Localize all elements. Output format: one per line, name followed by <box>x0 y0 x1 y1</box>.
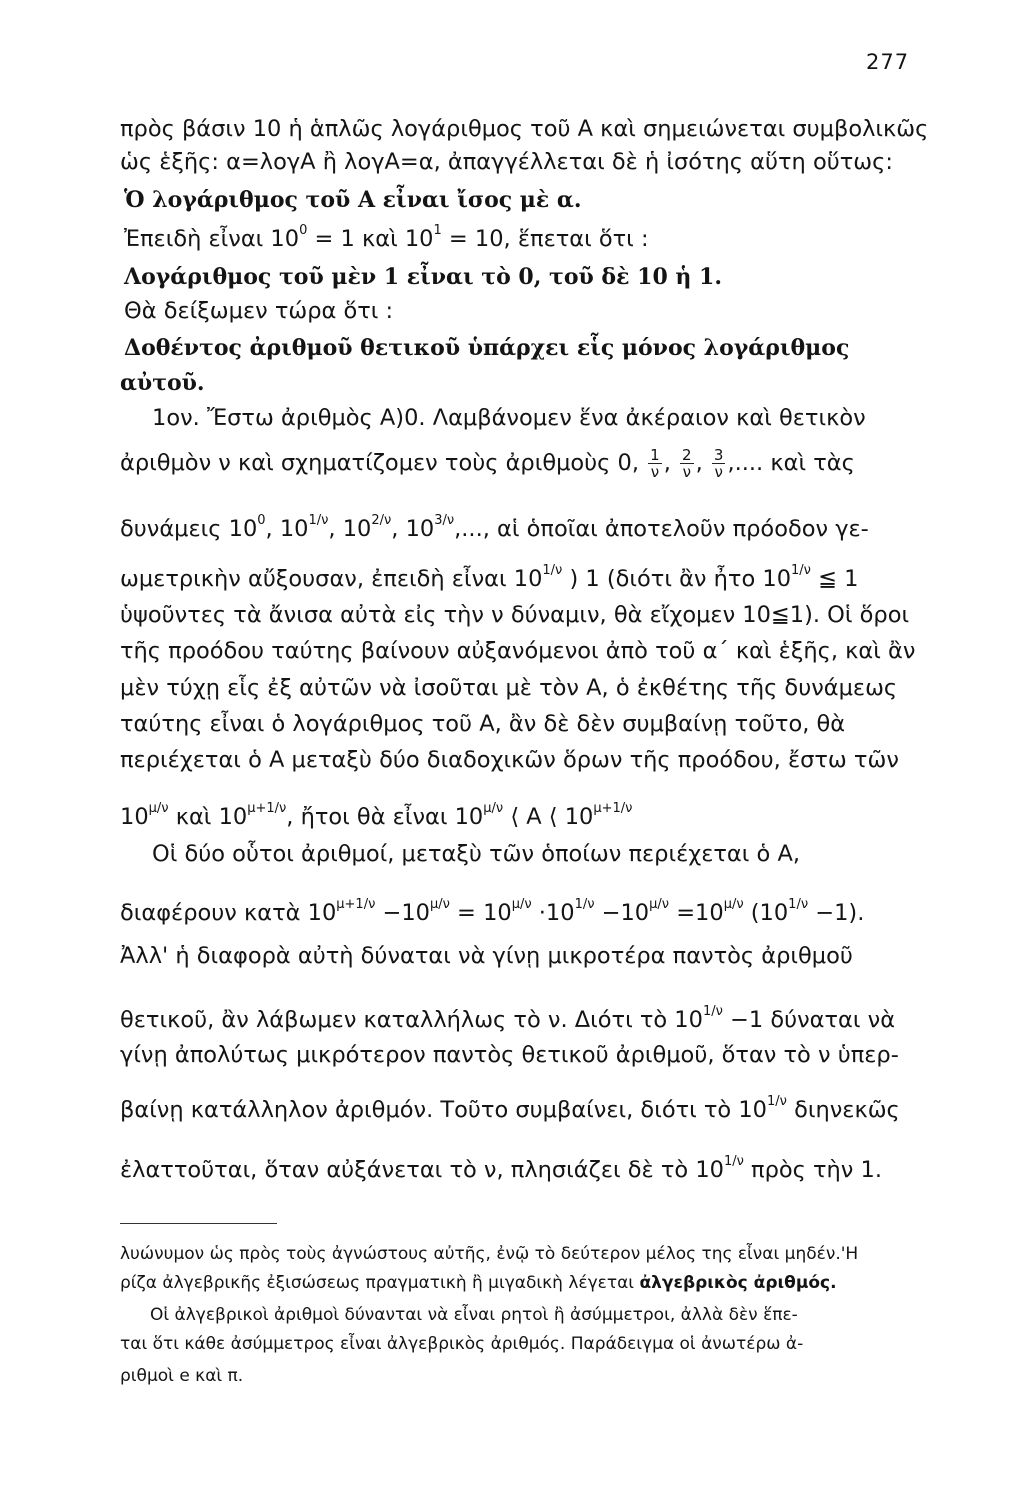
fraction: $\frac{2}{\nu}$ <box>682 446 692 481</box>
text-line: τῆς προόδου ταύτης βαίνουν αὐξανόμενοι ἀπὸ τοῦ α΄ καὶ ἑξῆς, καὶ ἂν <box>120 638 916 664</box>
text-line: ὡς ἑξῆς: α=λογΑ ἢ λογΑ=α, ἀπαγγέλλεται δὲ ἡ ἰσότης αὕτη οὕτως: <box>120 149 893 175</box>
text-line: ἐλαττοῦται, ὅταν αὐξάνεται τὸ ν, πλησιάζει δὲ τὸ $10^{1/\nu}$ πρὸς τὴν 1. <box>120 1153 882 1183</box>
text-line: Ἐπειδὴ εἶναι $10^0 = 1$ καὶ $10^1 = 10$, ἕπεται ὅτι : <box>124 222 649 252</box>
text-line: δυνάμεις $10^0$, $10^{1/\nu}$, $10^{2/\nu}$, $10^{3/\nu}$,..., αἱ ὁποῖαι ἀποτελοῦν πρόοδον γε- <box>120 512 869 542</box>
footnote-line: λυώνυμον ὡς πρὸς τοὺς ἀγνώστους αὐτῆς, ἐνῷ τὸ δεύτερον μέλος της εἶναι μηδέν.'Η <box>120 1244 859 1264</box>
text-line: ωμετρικὴν αὔξουσαν, ἐπειδὴ εἶναι $10^{1/\nu}$ ) 1 (διότι ἂν ἦτο $10^{1/\nu}$ ≦ 1 <box>120 562 859 592</box>
theorem-statement: αὐτοῦ. <box>120 370 205 396</box>
fraction: $\frac{3}{\nu}$ <box>713 446 724 481</box>
theorem-statement: Λογάριθμος τοῦ μὲν 1 εἶναι τὸ 0, τοῦ δὲ 10 ἡ 1. <box>124 264 723 290</box>
text-line: Οἱ δύο οὗτοι ἀριθμοί, μεταξὺ τῶν ὁποίων περιέχεται ὁ Α, <box>152 841 800 867</box>
footnote-line: ται ὅτι κάθε ἀσύμμετρος εἶναι ἀλγεβρικὸς ἀριθμός. Παράδειγμα οἱ ἀνωτέρω ἀ- <box>120 1334 804 1354</box>
text-line: βαίνῃ κατάλληλον ἀριθμόν. Τοῦτο συμβαίνει, διότι τὸ $10^{1/\nu}$ διηνεκῶς <box>120 1093 900 1123</box>
footnote-line: ριθμοὶ e καὶ π. <box>120 1366 244 1386</box>
text-line: γίνῃ ἀπολύτως μικρότερον παντὸς θετικοῦ ἀριθμοῦ, ὅταν τὸ ν ὑπερ- <box>120 1042 899 1068</box>
text-line: ὑψοῦντες τὰ ἄνισα αὐτὰ εἰς τὴν ν δύναμιν, θὰ εἴχομεν 10≦1). Οἱ ὅροι <box>120 602 910 628</box>
text-line: διαφέρουν κατὰ $10^{\mu+1/\nu} -10^{\mu/\nu} = 10^{\mu/\nu} \cdot 10^{1/\nu} -10^{\mu/\nu} =10^{\mu/\nu}$ $(10^{1/\nu} -1)$. <box>120 896 865 926</box>
text-line: Θὰ δείξωμεν τώρα ὅτι : <box>124 298 394 324</box>
text-line: ταύτης εἶναι ὁ λογάριθμος τοῦ Α, ἂν δὲ δὲν συμβαίνῃ τοῦτο, θὰ <box>120 711 846 737</box>
text-line: θετικοῦ, ἂν λάβωμεν καταλλήλως τὸ ν. Διότι τὸ $10^{1/\nu} -1$ δύναται νὰ <box>120 1003 896 1033</box>
text-line: περιέχεται ὁ Α μεταξὺ δύο διαδοχικῶν ὅρων τῆς προόδου, ἔστω τῶν <box>120 747 899 773</box>
theorem-statement: Ὁ λογάριθμος τοῦ Α εἶναι ἴσος μὲ α. <box>124 187 582 213</box>
text-line: Ἀλλ' ἡ διαφορὰ αὐτὴ δύναται νὰ γίνῃ μικροτέρα παντὸς ἀριθμοῦ <box>120 943 853 969</box>
text-line: $10^{\mu/\nu}$ καὶ $10^{\mu+1/\nu}$, ἤτοι θὰ εἶναι $10^{\mu/\nu}$ ⟨ Α ⟨ $10^{\mu+1/\nu}$ <box>120 800 633 830</box>
footnote-divider <box>120 1223 277 1224</box>
page-number: 277 <box>866 50 910 74</box>
text-line: 1ον. Ἔστω ἀριθμὸς Α)0. Λαμβάνομεν ἕνα ἀκέραιον καὶ θετικὸν <box>152 405 866 431</box>
text-line: μὲν τύχῃ εἷς ἐξ αὐτῶν νὰ ἰσοῦται μὲ τὸν Α, ὁ ἐκθέτης τῆς δυνάμεως <box>120 675 898 701</box>
footnote-line: ρίζα ἀλγεβρικῆς ἐξισώσεως πραγματικὴ ἢ μιγαδικὴ λέγεται ἀλγεβρικὸς ἀριθμός. <box>120 1273 837 1293</box>
text-line: ἀριθμὸν ν καὶ σχηματίζομεν τοὺς ἀριθμοὺς 0, $\frac{1}{\nu}$ , $\frac{2}{\nu}$ , $\frac{3}{\nu}$ ,.... καὶ τὰς <box>120 446 855 481</box>
text-line: πρὸς βάσιν 10 ἡ ἁπλῶς λογάριθμος τοῦ Α καὶ σημειώνεται συμβολικῶς <box>120 116 929 142</box>
theorem-statement: Δοθέντος ἀριθμοῦ θετικοῦ ὑπάρχει εἷς μόνος λογάριθμος <box>124 335 850 361</box>
fraction: $\frac{1}{\nu}$ <box>650 446 660 481</box>
footnote-line: Οἱ ἀλγεβρικοὶ ἀριθμοὶ δύνανται νὰ εἶναι ρητοὶ ἢ ἀσύμμετροι, ἀλλὰ δὲν ἕπε- <box>150 1305 798 1325</box>
